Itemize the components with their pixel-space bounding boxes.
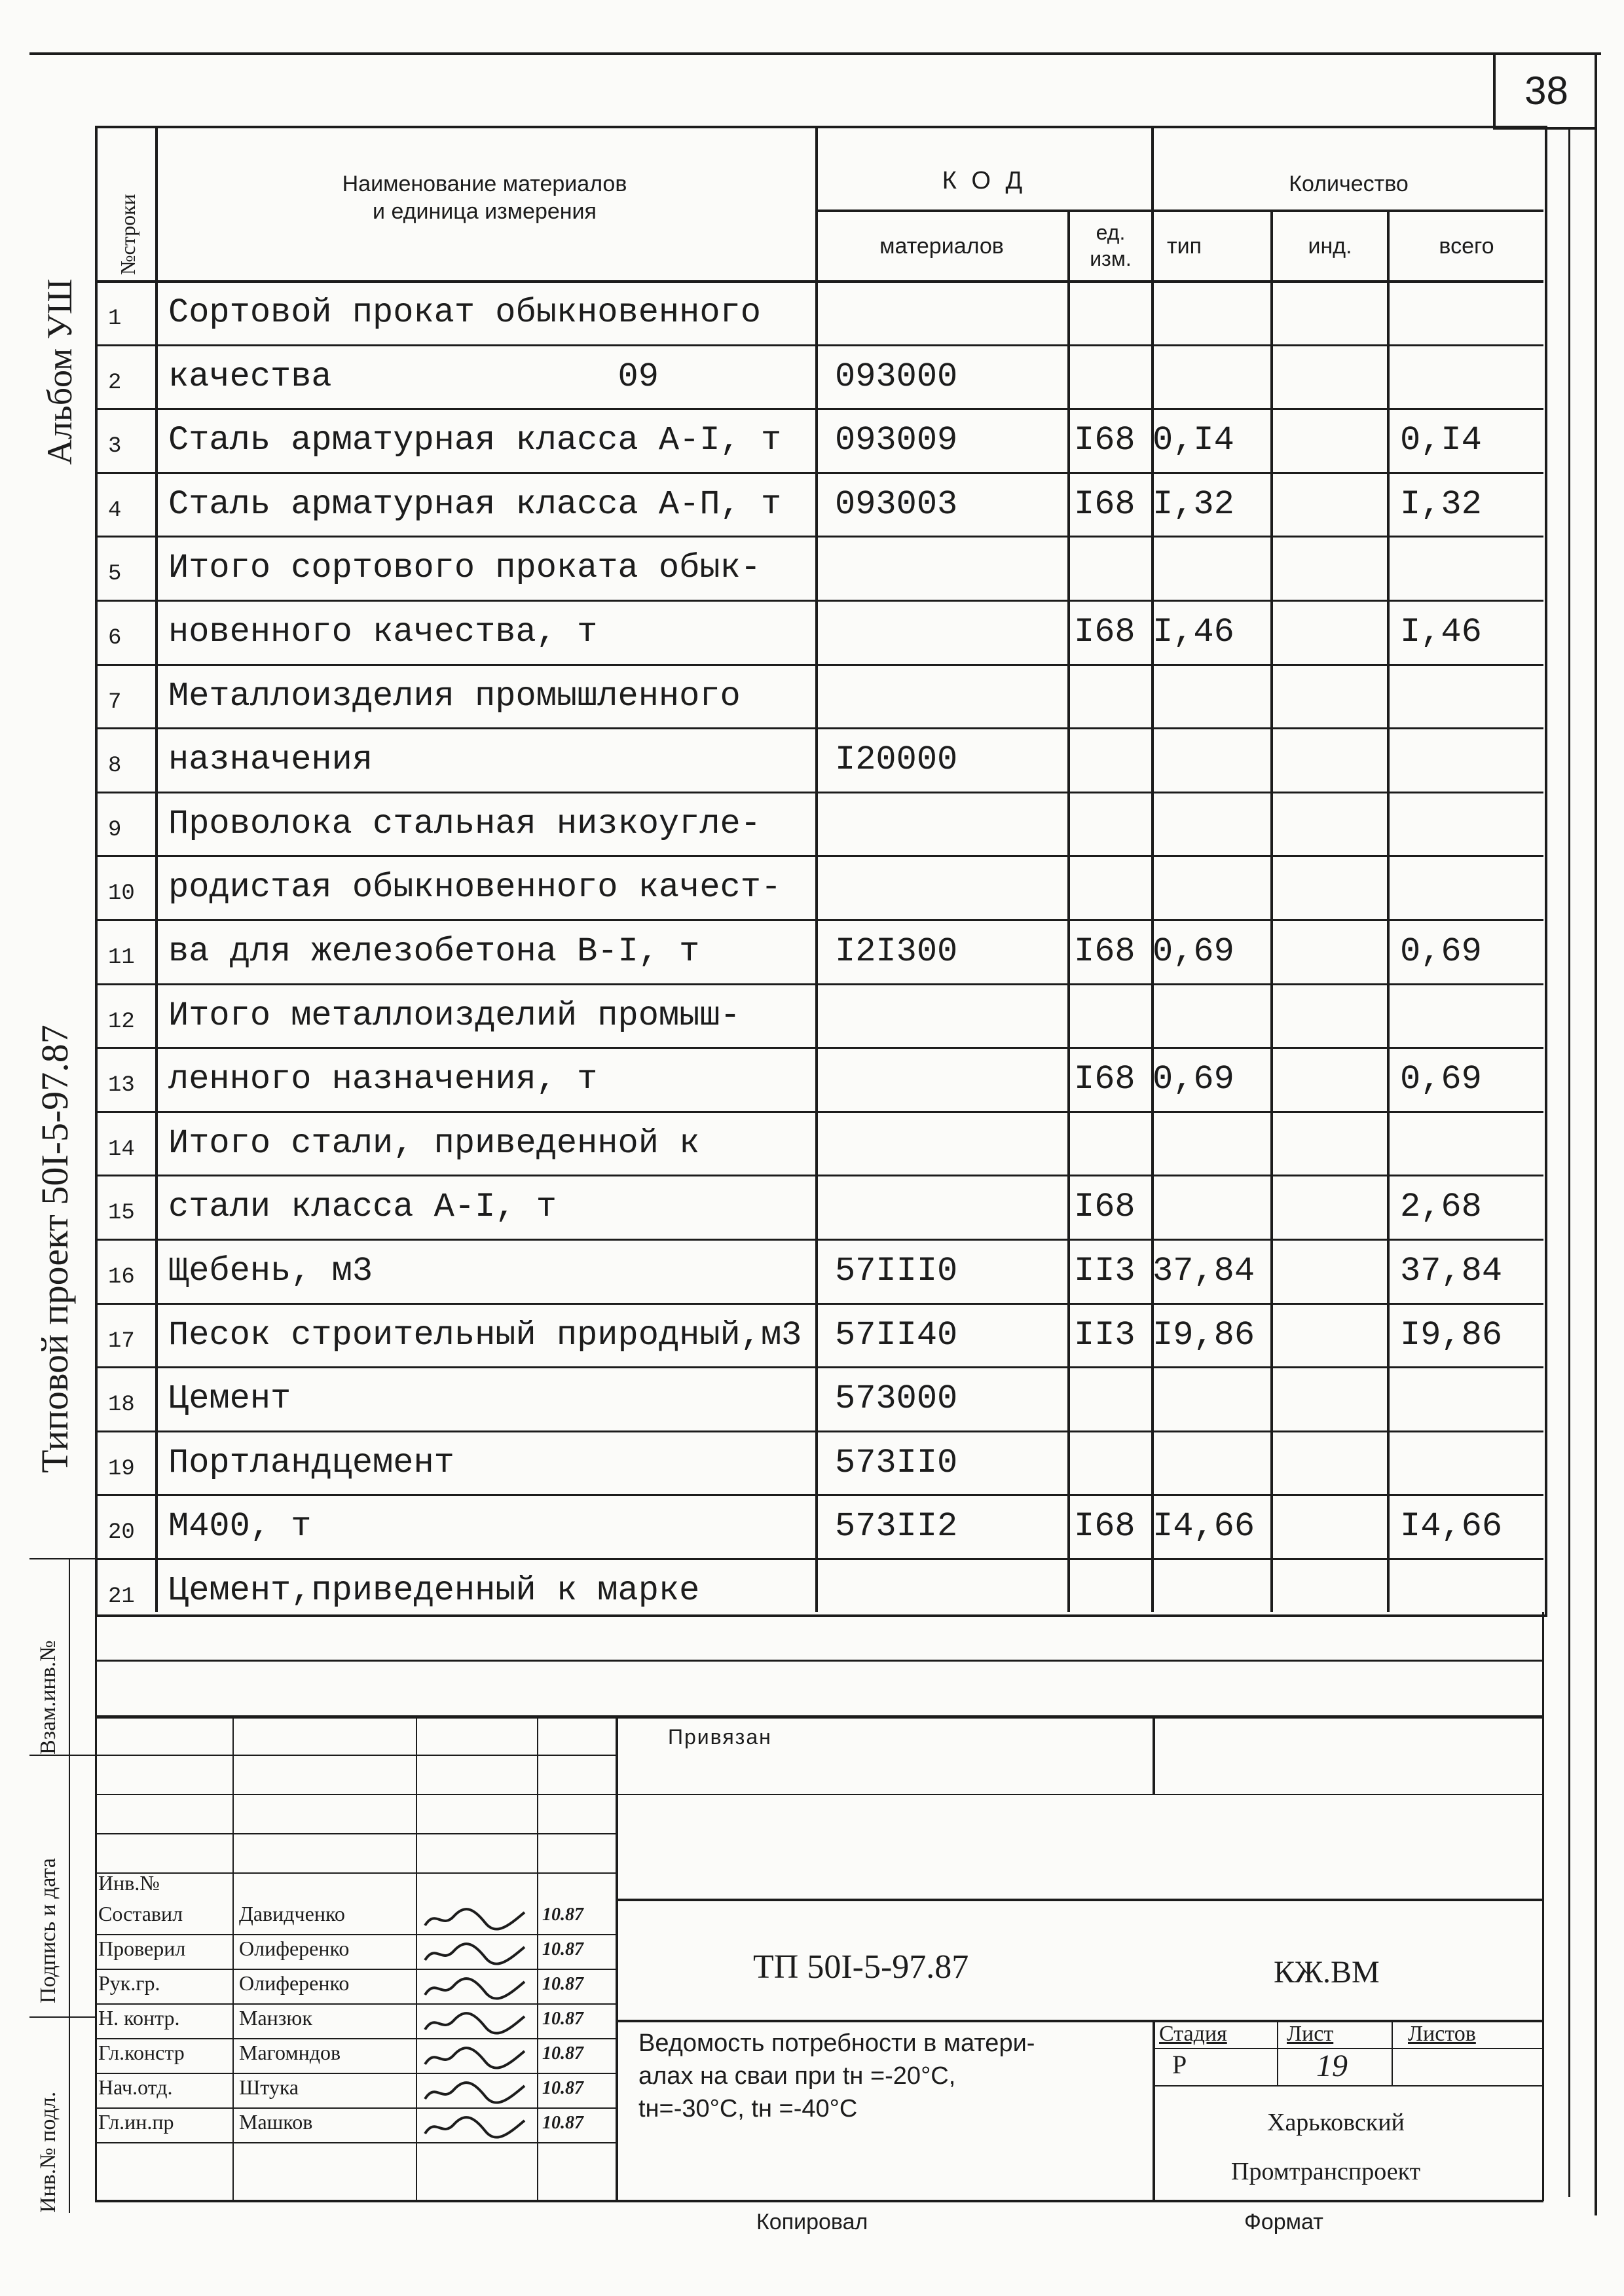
signature-name: Олиференко [239,1971,350,1995]
stage-value: Р [1172,2050,1187,2079]
signature-name: Машков [239,2110,313,2134]
cell-unit: I68 [1074,1060,1135,1099]
cell-n: 6 [108,626,122,651]
cell-name: Итого сортового проката обык- [168,549,761,588]
cell-unit: I68 [1074,484,1135,524]
cell-total: 37,84 [1400,1252,1503,1290]
designation-bottom-line [616,2020,1543,2022]
signature-role: Гл.констр [98,2041,185,2064]
sig-col-1 [232,1715,234,2200]
stamp-left-line [95,1612,97,2201]
stage-col-1 [1277,2020,1278,2085]
handwritten-signature [422,2081,527,2104]
cell-code: 573II0 [835,1443,958,1482]
header-row-number: №строки [116,194,139,275]
cell-total: 2,68 [1400,1188,1482,1227]
cell-name: Песок строительный природный,м3 [168,1315,802,1355]
cell-n: 7 [108,689,122,715]
cell-code: 573000 [835,1379,958,1419]
header-material-name: Наименование материалов и единица измерения [342,172,627,224]
cell-name: Сталь арматурная класса А-I, т [168,421,782,460]
col-sep-unit [1151,126,1154,1612]
signature-row-line [95,1934,616,1935]
cell-n: 21 [108,1584,135,1609]
cell-typ: 0,69 [1153,1060,1234,1099]
cell-typ: 0,69 [1153,932,1234,971]
row-separator [95,1430,1543,1432]
cell-name: Щебень, м3 [168,1252,373,1290]
cell-name: Проволока стальная низкоугле- [168,804,761,843]
row-separator [95,536,1543,538]
stage-divider [1153,2020,1155,2200]
frame-label-replace: Взам.инв.№ [36,1640,60,1755]
cell-total: I9,86 [1400,1315,1503,1355]
header-quantity: Количество [1289,172,1409,196]
side-strip-sep-3 [29,2016,95,2018]
row-separator [95,1239,1543,1241]
sheet-value: 19 [1316,2049,1348,2083]
cell-n: 13 [108,1073,135,1099]
header-typ: тип [1167,234,1202,259]
cell-n: 8 [108,754,122,779]
cell-name: качества 09 [168,357,659,396]
row-separator [95,472,1543,474]
cell-name: родистая обыкновенного качест- [168,868,782,907]
sig-row-d [95,1872,616,1874]
cell-unit: II3 [1074,1252,1135,1290]
signature-role: Рук.гр. [98,1971,160,1995]
signature-date: 10.87 [542,2009,583,2029]
cell-code: I2I300 [835,932,958,971]
sig-col-2 [416,1715,417,2200]
cell-n: 5 [108,562,122,587]
inv-label: Инв.№ [98,1871,160,1895]
signature-date: 10.87 [542,1939,583,1959]
stamp-main-divider [616,1715,618,2200]
page-number: 38 [1524,69,1568,113]
right-frame-line [1595,55,1597,2215]
album-label: Альбом УШ [40,278,79,465]
cell-name: М400, т [168,1507,312,1546]
cell-n: 16 [108,1265,135,1290]
cell-code: 093009 [835,421,958,460]
row-separator [95,600,1543,602]
signature-role: Нач.отд. [98,2075,173,2099]
band-line [95,1660,1543,1662]
cell-name: стали класса А-I, т [168,1188,557,1227]
signature-role: Н. контр. [98,2006,180,2030]
handwritten-signature [422,2011,527,2035]
sheet-label: Лист [1287,2022,1334,2046]
document-mark: КЖ.ВМ [1274,1955,1380,1990]
cell-name: назначения [168,740,373,780]
sheets-label: Листов [1408,2022,1476,2046]
cell-n: 9 [108,817,122,843]
signature-row-line [95,2038,616,2039]
cell-n: 18 [108,1393,135,1418]
cell-total: 0,I4 [1400,421,1482,460]
cell-total: 0,69 [1400,932,1482,971]
privyazan-divider [1153,1715,1155,1794]
cell-name: новенного качества, т [168,613,598,651]
handwritten-signature [422,2046,527,2069]
page-number-box [1493,55,1597,130]
row-separator [95,1366,1543,1368]
cell-code: 57II40 [835,1315,958,1355]
cell-n: 1 [108,306,122,331]
cell-n: 2 [108,370,122,395]
cell-name: Итого металлоизделий промыш- [168,996,741,1035]
row-separator [95,727,1543,729]
right-inner-line [1568,128,1570,2197]
cell-n: 19 [108,1456,135,1482]
handwritten-signature [422,1942,527,1965]
title-line-1: Ведомость потребности в матери- [638,2030,1035,2057]
signature-role: Проверил [98,1937,186,1960]
header-total: всего [1439,234,1494,259]
copied-label: Копировал [756,2210,868,2234]
signature-row-line [95,2073,616,2074]
header-unit: ед. изм. [1090,221,1132,270]
title-line-2: алах на сваи при tн =-20°C, [638,2062,956,2090]
row-separator [95,408,1543,410]
designation-top-line [616,1899,1543,1901]
signature-name: Манзюк [239,2006,312,2030]
col-sep-typ [1270,210,1273,1612]
signature-date: 10.87 [542,2078,583,2098]
cell-n: 14 [108,1137,135,1162]
cell-unit: I68 [1074,932,1135,971]
cell-code: 093003 [835,484,958,524]
signature-name: Штука [239,2075,299,2099]
stamp-top-line [95,1715,1543,1719]
row-separator [95,1047,1543,1049]
signature-date: 10.87 [542,1904,583,1925]
row-separator [95,1558,1543,1560]
cell-code: 57III0 [835,1252,958,1290]
cell-unit: I68 [1074,1188,1135,1227]
cell-total: 0,69 [1400,1060,1482,1099]
signature-row-line [95,2003,616,2005]
row-separator [95,919,1543,921]
row-separator [95,983,1543,985]
frame-label-original: Инв.№ подл. [36,2091,60,2213]
cell-n: 20 [108,1520,135,1546]
cell-name: Портландцемент [168,1443,454,1482]
signature-name: Давидченко [239,1902,345,1925]
signature-row-line [95,2142,616,2143]
signature-name: Олиференко [239,1937,350,1960]
cell-n: 12 [108,1009,135,1034]
cell-n: 11 [108,945,135,970]
cell-typ: I9,86 [1153,1315,1255,1355]
row-separator [95,664,1543,666]
sig-row-a [95,1755,616,1756]
signature-row-line [95,2107,616,2109]
cell-typ: I,32 [1153,484,1234,524]
side-strip-sep-1 [29,1558,95,1559]
signature-date: 10.87 [542,2113,583,2133]
col-sep-number [155,126,158,1612]
cell-name: Сортовой прокат обыкновенного [168,293,761,332]
cell-typ: 0,I4 [1153,421,1234,460]
privyazan-bottom-line [616,1794,1543,1795]
cell-total: I4,66 [1400,1507,1503,1546]
col-sep-code [1067,210,1070,1612]
sig-col-3 [537,1715,538,2200]
cell-total: I,46 [1400,613,1482,651]
privyazan-label: Привязан [668,1725,772,1749]
stage-col-2 [1392,2020,1393,2085]
header-materials: материалов [879,234,1004,259]
side-strip-sep-2 [29,1755,95,1756]
row-separator [95,344,1543,346]
organization-line-2: Промтранспроект [1231,2158,1421,2185]
stamp-right-line [1542,1612,1544,2201]
row-separator [95,1175,1543,1176]
project-label: Типовой проект 50I-5-97.87 [33,1025,76,1473]
cell-name: Металлоизделия промышленного [168,676,741,716]
cell-unit: I68 [1074,613,1135,651]
col-sep-ind [1387,210,1390,1612]
signature-role: Гл.ин.пр [98,2110,174,2134]
cell-n: 15 [108,1201,135,1226]
handwritten-signature [422,1977,527,2000]
top-frame-line [29,52,1601,55]
stamp-bottom-line [95,2200,1543,2202]
row-separator [95,1494,1543,1496]
header-subline [815,210,1543,212]
title-line-3: tн=-30°C, tн =-40°C [638,2095,858,2123]
row-separator [95,1303,1543,1305]
cell-n: 10 [108,881,135,907]
cell-name: Итого стали, приведенной к [168,1123,700,1163]
cell-name: Цемент [168,1379,291,1419]
signature-row-line [95,1969,616,1970]
row-separator [95,792,1543,793]
cell-unit: II3 [1074,1315,1135,1355]
cell-code: 093000 [835,357,958,396]
frame-label-signature: Подпись и дата [36,1858,60,2003]
designation: ТП 50I-5-97.87 [753,1948,969,1986]
header-code: К О Д [942,167,1027,194]
cell-n: 17 [108,1328,135,1354]
stage-line-1 [1153,2048,1543,2049]
row-separator [95,855,1543,857]
cell-typ: I4,66 [1153,1507,1255,1546]
header-bottom-line [95,280,1543,283]
cell-unit: I68 [1074,1507,1135,1546]
format-label: Формат [1244,2210,1323,2234]
cell-typ: I,46 [1153,613,1234,651]
cell-code: 573II2 [835,1507,958,1546]
header-ind: инд. [1308,234,1352,259]
signature-date: 10.87 [542,1974,583,1994]
cell-typ: 37,84 [1153,1252,1255,1290]
signature-date: 10.87 [542,2043,583,2064]
cell-total: I,32 [1400,484,1482,524]
cell-name: Цемент,приведенный к марке [168,1571,700,1610]
cell-name: ленного назначения, т [168,1060,598,1099]
signature-name: Магомндов [239,2041,341,2064]
side-strip-line [69,1558,70,2213]
sig-row-c [95,1833,616,1834]
signature-role: Составил [98,1902,183,1925]
stage-label: Стадия [1159,2022,1227,2046]
cell-name: Сталь арматурная класса А-П, т [168,484,782,524]
sig-row-b [95,1794,616,1795]
cell-code: I20000 [835,740,958,780]
organization-line-1: Харьковский [1267,2109,1405,2136]
row-separator [95,1111,1543,1113]
cell-unit: I68 [1074,421,1135,460]
stage-line-2 [1153,2085,1543,2086]
cell-name: ва для железобетона В-I, т [168,932,700,971]
handwritten-signature [422,1907,527,1931]
handwritten-signature [422,2115,527,2139]
cell-n: 3 [108,434,122,460]
cell-n: 4 [108,498,122,523]
